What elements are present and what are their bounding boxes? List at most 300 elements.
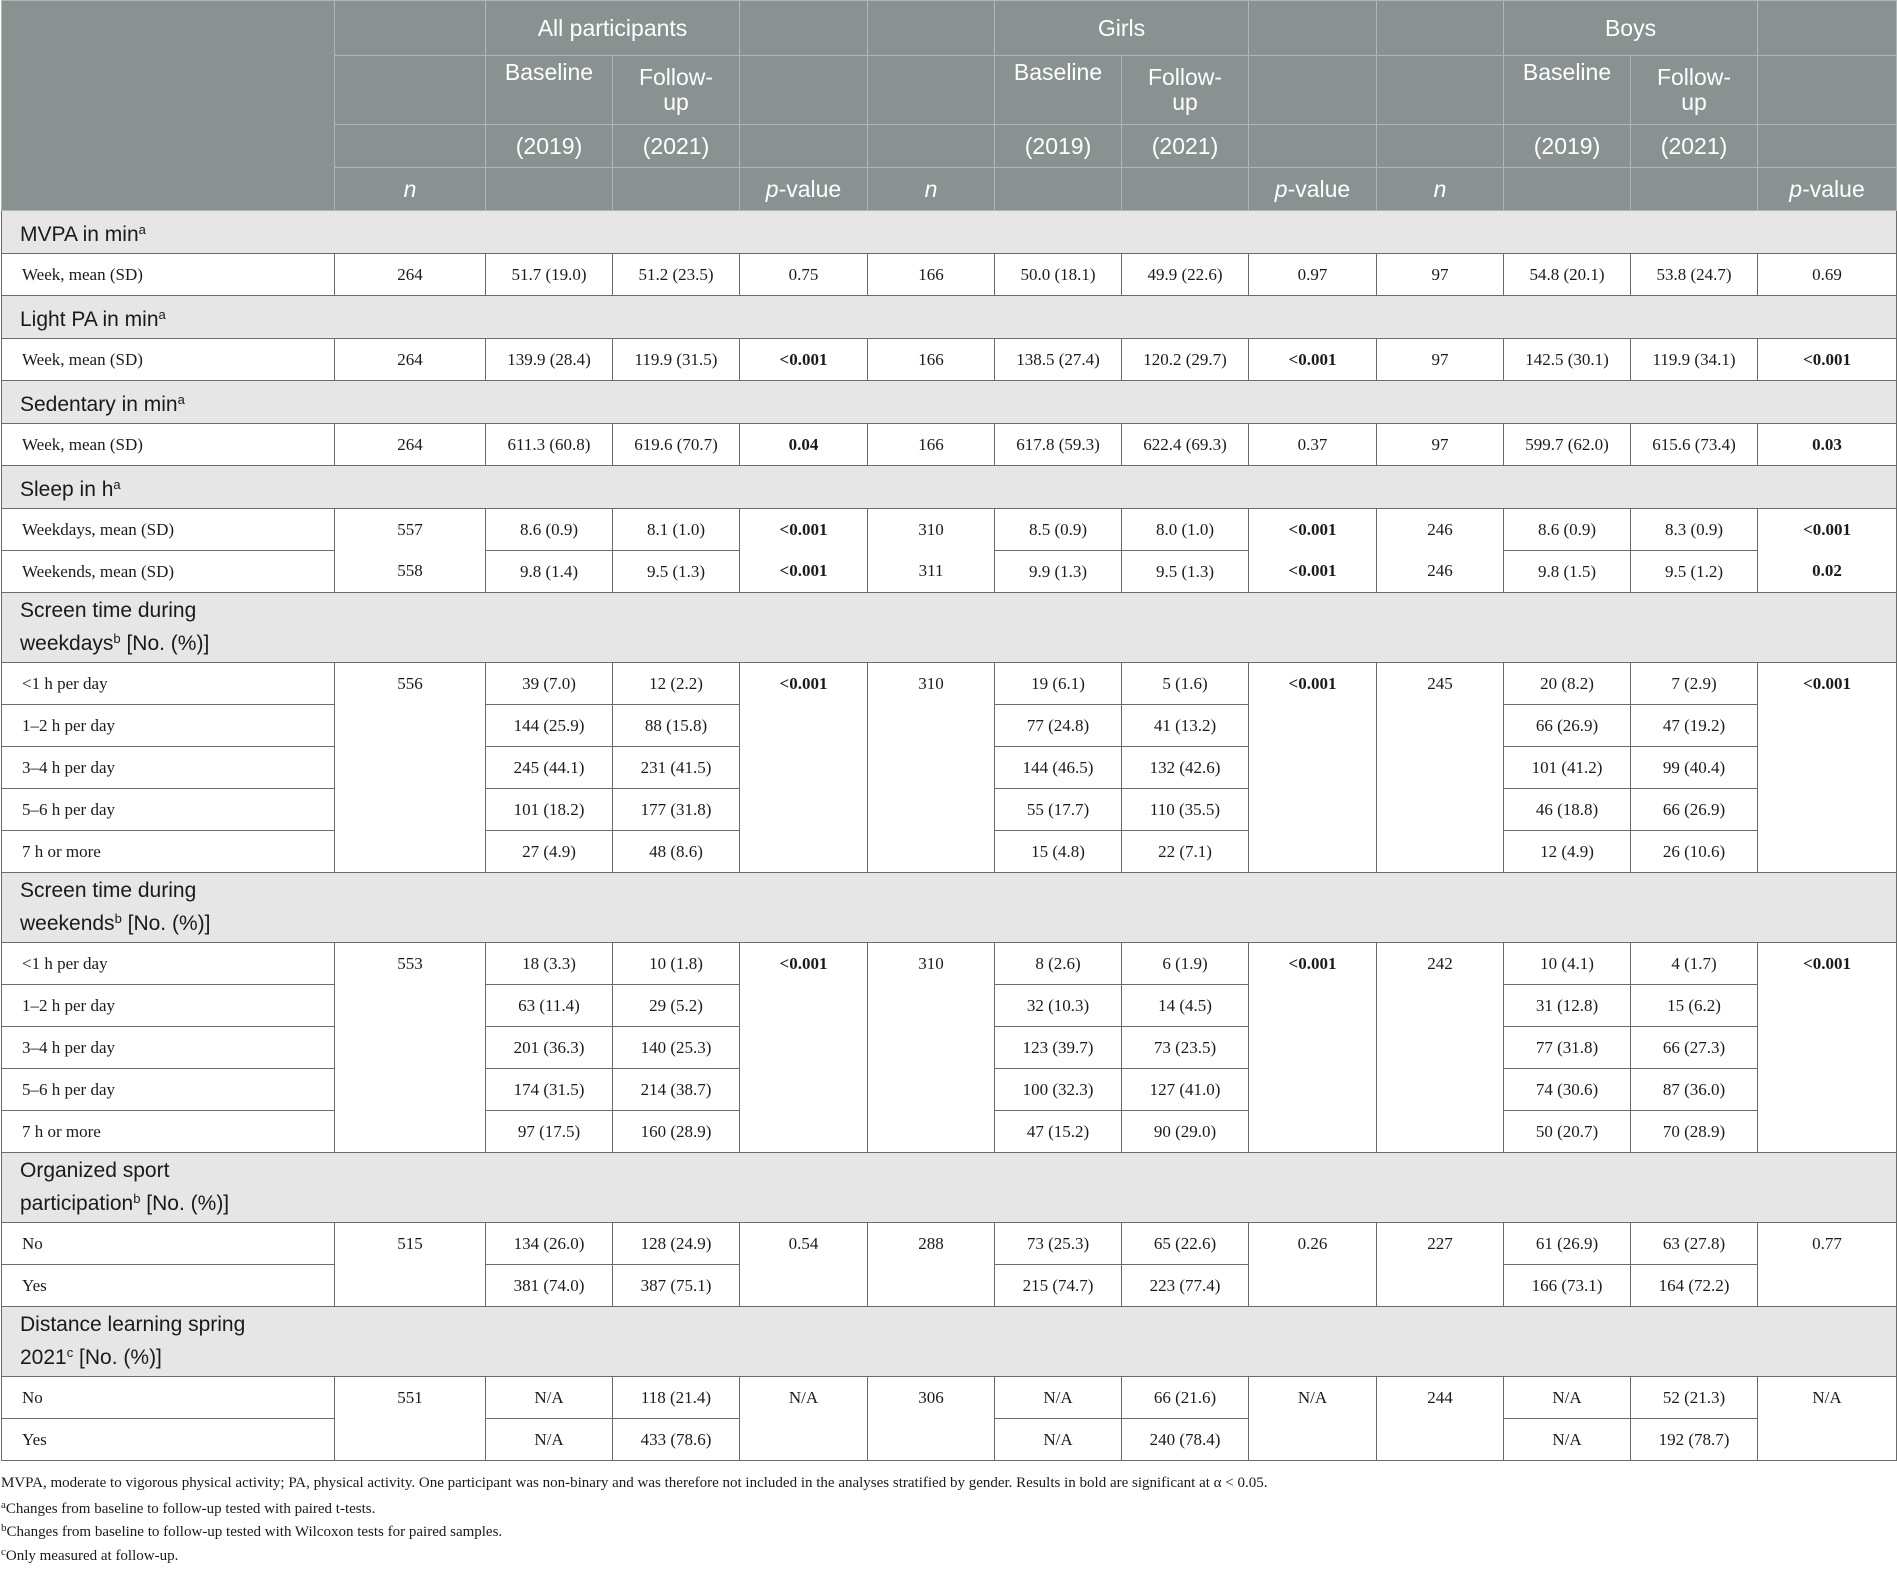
row-label: No — [2, 1223, 335, 1265]
table-cell: 0.77 — [1758, 1223, 1897, 1265]
table-cell: <0.001 — [1249, 663, 1377, 705]
year-baseline-header: (2019) — [1504, 125, 1631, 168]
table-cell: 264 — [335, 424, 486, 466]
section-title — [2, 593, 1897, 663]
table-cell: 617.8 (59.3) — [995, 424, 1122, 466]
n-label: n — [403, 175, 417, 202]
year-baseline-header: (2019) — [486, 125, 613, 168]
table-cell — [335, 1027, 486, 1069]
table-cell: 134 (26.0) — [486, 1223, 613, 1265]
table-cell: 90 (29.0) — [1122, 1111, 1249, 1153]
table-cell — [740, 1069, 868, 1111]
table-cell: 245 — [1377, 663, 1504, 705]
table-cell — [335, 705, 486, 747]
table-cell: 622.4 (69.3) — [1122, 424, 1249, 466]
table-cell: 65 (22.6) — [1122, 1223, 1249, 1265]
section-header-row — [2, 211, 1897, 254]
table-cell: <0.001 — [740, 663, 868, 705]
table-cell: 63 (11.4) — [486, 985, 613, 1027]
table-cell: 10 (4.1) — [1504, 943, 1631, 985]
table-cell: 53.8 (24.7) — [1631, 254, 1758, 296]
header-blank — [1758, 1, 1897, 56]
followup-header: Follow-up — [613, 56, 740, 125]
table-cell: 46 (18.8) — [1504, 789, 1631, 831]
table-cell — [335, 1111, 486, 1153]
table-cell: 139.9 (28.4) — [486, 339, 613, 381]
table-cell: N/A — [1504, 1419, 1631, 1461]
table-cell: 615.6 (73.4) — [1631, 424, 1758, 466]
table-cell: N/A — [995, 1377, 1122, 1419]
pvalue-suffix: -value — [1287, 175, 1351, 202]
table-cell: 39 (7.0) — [486, 663, 613, 705]
table-cell: 144 (46.5) — [995, 747, 1122, 789]
section-title — [2, 296, 1897, 339]
table-cell: 245 (44.1) — [486, 747, 613, 789]
table-cell — [1758, 1027, 1897, 1069]
table-cell: N/A — [995, 1419, 1122, 1461]
table-cell: 553 — [335, 943, 486, 985]
table-cell: 0.04 — [740, 424, 868, 466]
table-cell: <0.001 — [1758, 339, 1897, 381]
table-cell: 119.9 (34.1) — [1631, 339, 1758, 381]
table-cell: 166 — [868, 424, 995, 466]
table-cell: <0.001 — [1758, 663, 1897, 705]
table-cell: 101 (18.2) — [486, 789, 613, 831]
table-cell: 288 — [868, 1223, 995, 1265]
section-footnote-mark: a — [138, 222, 146, 237]
table-cell: <0.001 — [1249, 339, 1377, 381]
header-blank — [2, 1, 335, 211]
table-row — [2, 1027, 1897, 1069]
section-title-text: Light PA in min — [20, 308, 159, 331]
table-cell: 119.9 (31.5) — [613, 339, 740, 381]
table-cell: 177 (31.8) — [613, 789, 740, 831]
table-cell: 20 (8.2) — [1504, 663, 1631, 705]
section-title-text: Screen time during weekends — [20, 879, 197, 935]
header-blank — [335, 125, 486, 168]
table-cell — [1377, 747, 1504, 789]
table-cell — [1249, 985, 1377, 1027]
section-title — [2, 1307, 1897, 1377]
table-cell: 12 (2.2) — [613, 663, 740, 705]
table-cell — [1249, 789, 1377, 831]
table-cell: 47 (15.2) — [995, 1111, 1122, 1153]
table-cell: 47 (19.2) — [1631, 705, 1758, 747]
table-cell: 310 — [868, 663, 995, 705]
table-cell: <0.001 — [740, 943, 868, 985]
header-blank — [1758, 56, 1897, 125]
section-title-suffix: [No. (%)] — [73, 1346, 162, 1369]
table-row — [2, 1377, 1897, 1419]
table-cell: <0.001 — [740, 339, 868, 381]
table-cell: 15 (6.2) — [1631, 985, 1758, 1027]
table-cell: 166 — [868, 254, 995, 296]
table-row — [2, 747, 1897, 789]
table-cell: 9.8 (1.5) — [1504, 551, 1631, 593]
table-cell: 433 (78.6) — [613, 1419, 740, 1461]
table-cell — [1249, 1419, 1377, 1461]
row-label: Week, mean (SD) — [2, 254, 335, 296]
table-cell — [868, 747, 995, 789]
section-title — [2, 873, 1897, 943]
table-row — [2, 1069, 1897, 1111]
table-cell: 223 (77.4) — [1122, 1265, 1249, 1307]
section-footnote-mark: a — [113, 477, 121, 492]
table-cell: 599.7 (62.0) — [1504, 424, 1631, 466]
year-followup-header: (2021) — [1631, 125, 1758, 168]
section-header-row — [2, 873, 1897, 943]
row-label: 1–2 h per day — [2, 705, 335, 747]
section-footnote-mark: b — [113, 631, 121, 646]
header-blank — [868, 1, 995, 56]
table-cell: 231 (41.5) — [613, 747, 740, 789]
table-cell — [1249, 1265, 1377, 1307]
table-cell: 88 (15.8) — [613, 705, 740, 747]
header-blank — [613, 168, 740, 211]
table-cell: 8.5 (0.9) — [995, 509, 1122, 551]
table-cell: 29 (5.2) — [613, 985, 740, 1027]
p-label: p — [765, 175, 779, 202]
table-cell: 6 (1.9) — [1122, 943, 1249, 985]
table-cell: <0.001 — [1249, 943, 1377, 985]
table-cell — [335, 1069, 486, 1111]
table-cell — [740, 747, 868, 789]
table-cell: N/A — [1249, 1377, 1377, 1419]
table-row — [2, 705, 1897, 747]
footnote-a-text: Changes from baseline to follow-up tested with paired t-tests. — [5, 1501, 376, 1517]
table-cell: 246 — [1377, 551, 1504, 593]
table-cell: 12 (4.9) — [1504, 831, 1631, 873]
section-footnote-mark: a — [177, 392, 185, 407]
table-cell: 8.0 (1.0) — [1122, 509, 1249, 551]
table-cell: 77 (24.8) — [995, 705, 1122, 747]
table-cell — [1377, 1027, 1504, 1069]
row-label: <1 h per day — [2, 943, 335, 985]
table-cell: 128 (24.9) — [613, 1223, 740, 1265]
table-cell — [1377, 831, 1504, 873]
table-cell: <0.001 — [740, 509, 868, 551]
table-cell: 140 (25.3) — [613, 1027, 740, 1069]
table-cell — [868, 1111, 995, 1153]
table-cell: 66 (26.9) — [1631, 789, 1758, 831]
table-cell: 10 (1.8) — [613, 943, 740, 985]
table-cell: 66 (26.9) — [1504, 705, 1631, 747]
section-title-text: Distance learning spring 2021 — [20, 1313, 246, 1369]
table-cell — [868, 985, 995, 1027]
table-cell: 611.3 (60.8) — [486, 424, 613, 466]
section-header-row — [2, 381, 1897, 424]
header-blank — [1377, 1, 1504, 56]
table-cell: 55 (17.7) — [995, 789, 1122, 831]
table-cell: 123 (39.7) — [995, 1027, 1122, 1069]
table-cell — [1377, 1265, 1504, 1307]
table-cell — [740, 1111, 868, 1153]
section-header-row — [2, 296, 1897, 339]
group-header-boys: Boys — [1504, 1, 1758, 56]
section-title-suffix: [No. (%)] — [121, 912, 211, 935]
table-cell: 5 (1.6) — [1122, 663, 1249, 705]
row-label: Weekends, mean (SD) — [2, 551, 335, 593]
table-cell: 8.6 (0.9) — [1504, 509, 1631, 551]
pvalue-suffix: -value — [778, 175, 842, 202]
header-blank — [1504, 168, 1631, 211]
n-header — [335, 168, 486, 211]
table-cell: 242 — [1377, 943, 1504, 985]
pvalue-header — [1758, 168, 1897, 211]
table-cell: 0.69 — [1758, 254, 1897, 296]
table-cell — [1377, 1419, 1504, 1461]
row-label: Weekdays, mean (SD) — [2, 509, 335, 551]
header-blank — [740, 125, 868, 168]
table-cell: 18 (3.3) — [486, 943, 613, 985]
section-title-text: MVPA in min — [20, 223, 139, 246]
table-row — [2, 985, 1897, 1027]
header-blank — [1631, 168, 1758, 211]
table-cell: 4 (1.7) — [1631, 943, 1758, 985]
table-cell: 306 — [868, 1377, 995, 1419]
table-cell: 192 (78.7) — [1631, 1419, 1758, 1461]
table-cell: 166 — [868, 339, 995, 381]
group-header-all: All participants — [486, 1, 740, 56]
table-cell: 14 (4.5) — [1122, 985, 1249, 1027]
row-label: Week, mean (SD) — [2, 424, 335, 466]
table-cell: <0.001 — [1758, 509, 1897, 551]
footnote-b: $^b$Changes from baseline to follow-up tested with Wilcoxon tests for paired samples. — [1, 1522, 503, 1540]
footnote-c: $^c$Only measured at follow-up. — [1, 1546, 179, 1564]
section-title-text: Screen time during weekdays — [20, 599, 197, 655]
table-cell: 77 (31.8) — [1504, 1027, 1631, 1069]
table-cell: 558 — [335, 551, 486, 593]
baseline-header: Baseline — [486, 56, 613, 125]
header-blank — [868, 56, 995, 125]
header-blank — [1249, 125, 1377, 168]
table-cell: 74 (30.6) — [1504, 1069, 1631, 1111]
table-cell: 73 (23.5) — [1122, 1027, 1249, 1069]
table-cell — [1758, 831, 1897, 873]
pvalue-header — [740, 168, 868, 211]
table-cell: 61 (26.9) — [1504, 1223, 1631, 1265]
header-blank — [1249, 1, 1377, 56]
table-cell: 66 (27.3) — [1631, 1027, 1758, 1069]
table-cell: 73 (25.3) — [995, 1223, 1122, 1265]
table-cell: 32 (10.3) — [995, 985, 1122, 1027]
section-title-text: Sedentary in min — [20, 393, 178, 416]
group-header-girls: Girls — [995, 1, 1249, 56]
table-cell: 387 (75.1) — [613, 1265, 740, 1307]
header-blank — [868, 125, 995, 168]
n-header — [1377, 168, 1504, 211]
table-cell: 22 (7.1) — [1122, 831, 1249, 873]
table-cell — [1758, 747, 1897, 789]
section-title — [2, 381, 1897, 424]
n-header — [868, 168, 995, 211]
footnote-b-text: Changes from baseline to follow-up tested with Wilcoxon tests for paired samples. — [6, 1524, 503, 1540]
table-cell: 63 (27.8) — [1631, 1223, 1758, 1265]
table-cell — [740, 1265, 868, 1307]
table-cell: 19 (6.1) — [995, 663, 1122, 705]
table-cell: 48 (8.6) — [613, 831, 740, 873]
table-cell: 97 — [1377, 339, 1504, 381]
table-row — [2, 551, 1897, 593]
section-footnote-mark: b — [133, 1191, 141, 1206]
table-cell: 51.7 (19.0) — [486, 254, 613, 296]
table-cell — [868, 1069, 995, 1111]
header-blank — [740, 56, 868, 125]
header-blank — [1377, 56, 1504, 125]
p-label: p — [1274, 175, 1288, 202]
table-row — [2, 1223, 1897, 1265]
section-title-text: Sleep in h — [20, 478, 114, 501]
header-blank — [1377, 125, 1504, 168]
table-cell: 174 (31.5) — [486, 1069, 613, 1111]
baseline-header: Baseline — [995, 56, 1122, 125]
table-cell: <0.001 — [1249, 509, 1377, 551]
pvalue-suffix: -value — [1802, 175, 1865, 202]
table-cell — [740, 985, 868, 1027]
row-label: 5–6 h per day — [2, 789, 335, 831]
section-title-suffix: [No. (%)] — [140, 1192, 230, 1215]
row-label: 7 h or more — [2, 1111, 335, 1153]
table-cell: 0.03 — [1758, 424, 1897, 466]
table-cell: 51.2 (23.5) — [613, 254, 740, 296]
table-cell: 97 — [1377, 424, 1504, 466]
table-cell: 144 (25.9) — [486, 705, 613, 747]
table-row — [2, 789, 1897, 831]
table-cell: 166 (73.1) — [1504, 1265, 1631, 1307]
table-cell: 164 (72.2) — [1631, 1265, 1758, 1307]
table-cell: 310 — [868, 509, 995, 551]
row-label: 3–4 h per day — [2, 747, 335, 789]
section-title-suffix: [No. (%)] — [120, 632, 210, 655]
year-baseline-header: (2019) — [995, 125, 1122, 168]
table-cell: 27 (4.9) — [486, 831, 613, 873]
table-cell: 101 (41.2) — [1504, 747, 1631, 789]
table-cell: 100 (32.3) — [995, 1069, 1122, 1111]
table-cell: 7 (2.9) — [1631, 663, 1758, 705]
table-cell: 118 (21.4) — [613, 1377, 740, 1419]
table-cell — [1249, 831, 1377, 873]
table-cell: 41 (13.2) — [1122, 705, 1249, 747]
pvalue-header — [1249, 168, 1377, 211]
table-cell: 311 — [868, 551, 995, 593]
header-blank — [486, 168, 613, 211]
table-cell: <0.001 — [1249, 551, 1377, 593]
row-label: 1–2 h per day — [2, 985, 335, 1027]
table-body — [2, 211, 1897, 1461]
table-cell: N/A — [740, 1377, 868, 1419]
table-cell: N/A — [486, 1419, 613, 1461]
table-cell — [1758, 985, 1897, 1027]
header-blank — [740, 1, 868, 56]
table-cell: N/A — [1758, 1377, 1897, 1419]
p-label: p — [1789, 175, 1803, 202]
table-cell: 201 (36.3) — [486, 1027, 613, 1069]
table-cell: 9.8 (1.4) — [486, 551, 613, 593]
table-cell: 240 (78.4) — [1122, 1419, 1249, 1461]
table-cell: 0.02 — [1758, 551, 1897, 593]
table-cell: 54.8 (20.1) — [1504, 254, 1631, 296]
table-cell: N/A — [486, 1377, 613, 1419]
section-title — [2, 1153, 1897, 1223]
table-cell: 132 (42.6) — [1122, 747, 1249, 789]
table-cell — [740, 705, 868, 747]
footnote-a: $^a$Changes from baseline to follow-up tested with paired t-tests. — [1, 1499, 376, 1517]
table-cell: 556 — [335, 663, 486, 705]
table-cell: 0.75 — [740, 254, 868, 296]
header-blank — [1249, 56, 1377, 125]
table-cell — [335, 831, 486, 873]
section-title — [2, 211, 1897, 254]
table-cell — [740, 1419, 868, 1461]
table-cell: 52 (21.3) — [1631, 1377, 1758, 1419]
baseline-header: Baseline — [1504, 56, 1631, 125]
table-cell — [1758, 705, 1897, 747]
table-cell: 127 (41.0) — [1122, 1069, 1249, 1111]
table-cell: 49.9 (22.6) — [1122, 254, 1249, 296]
section-title-text: Organized sport participation — [20, 1159, 170, 1215]
table-cell — [868, 1027, 995, 1069]
table-cell — [1249, 705, 1377, 747]
table-cell — [335, 985, 486, 1027]
table-cell: 120.2 (29.7) — [1122, 339, 1249, 381]
section-footnote-mark: a — [158, 307, 166, 322]
section-header-row — [2, 1153, 1897, 1223]
table-cell — [1249, 1111, 1377, 1153]
row-label: Yes — [2, 1419, 335, 1461]
table-cell: 9.5 (1.3) — [1122, 551, 1249, 593]
table-cell — [335, 1419, 486, 1461]
section-header-row — [2, 466, 1897, 509]
table-cell — [335, 789, 486, 831]
table-cell: 227 — [1377, 1223, 1504, 1265]
table-row — [2, 1265, 1897, 1307]
row-label: 5–6 h per day — [2, 1069, 335, 1111]
table-cell — [1249, 1027, 1377, 1069]
table-cell — [868, 831, 995, 873]
table-cell: 142.5 (30.1) — [1504, 339, 1631, 381]
n-label: n — [924, 175, 938, 202]
section-header-row — [2, 1307, 1897, 1377]
table-cell: 87 (36.0) — [1631, 1069, 1758, 1111]
followup-header: Follow-up — [1122, 56, 1249, 125]
table-cell — [335, 747, 486, 789]
table-cell — [1377, 1111, 1504, 1153]
table-row — [2, 1111, 1897, 1153]
table-cell — [740, 831, 868, 873]
header-blank — [995, 168, 1122, 211]
table-cell: 0.37 — [1249, 424, 1377, 466]
table-cell: 264 — [335, 254, 486, 296]
n-label: n — [1433, 175, 1447, 202]
table-cell: 551 — [335, 1377, 486, 1419]
table-cell: 31 (12.8) — [1504, 985, 1631, 1027]
header-blank — [335, 56, 486, 125]
table-cell: 8 (2.6) — [995, 943, 1122, 985]
section-footnote-mark: c — [66, 1345, 74, 1360]
table-row — [2, 339, 1897, 381]
table-cell: 246 — [1377, 509, 1504, 551]
table-cell — [1249, 1069, 1377, 1111]
header-blank — [335, 1, 486, 56]
table-cell: 557 — [335, 509, 486, 551]
results-table — [1, 0, 1897, 1461]
table-cell: 97 (17.5) — [486, 1111, 613, 1153]
table-row — [2, 831, 1897, 873]
section-title — [2, 466, 1897, 509]
table-cell — [1377, 789, 1504, 831]
table-cell: 66 (21.6) — [1122, 1377, 1249, 1419]
table-cell — [868, 789, 995, 831]
